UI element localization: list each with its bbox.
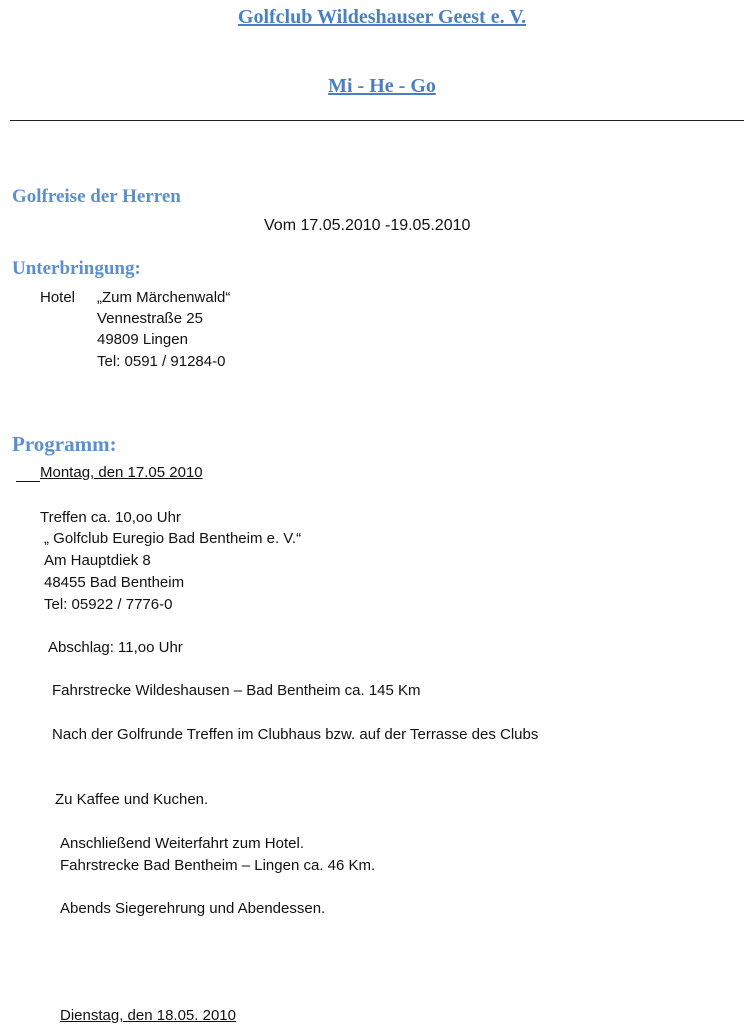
- day1-continue: Anschließend Weiterfahrt zum Hotel.: [60, 835, 304, 852]
- hotel-city: 49809 Lingen: [97, 331, 188, 348]
- subtitle: Mi - He - Go: [328, 75, 436, 97]
- day1-title: Montag, den 17.05 2010: [40, 464, 203, 481]
- day1-club: „ Golfclub Euregio Bad Bentheim e. V.“: [44, 530, 302, 547]
- trip-dates: Vom 17.05.2010 -19.05.2010: [264, 217, 471, 234]
- trip-heading: Golfreise der Herren: [12, 186, 181, 207]
- day1-street: Am Hauptdiek 8: [44, 552, 151, 569]
- day2-title: Dienstag, den 18.05. 2010: [60, 1007, 236, 1024]
- day1-coffee: Zu Kaffee und Kuchen.: [55, 791, 209, 808]
- horizontal-rule: [10, 120, 744, 121]
- day1-evening: Abends Siegerehrung und Abendessen.: [60, 900, 326, 917]
- program-heading: Programm:: [12, 432, 117, 456]
- hotel-street: Vennestraße 25: [97, 310, 203, 327]
- club-title: Golfclub Wildeshauser Geest e. V.: [237, 6, 527, 28]
- hotel-label: Hotel: [40, 289, 76, 306]
- day1-meet: Treffen ca. 10,oo Uhr: [40, 509, 181, 526]
- day1-phone: Tel: 05922 / 7776-0: [44, 596, 173, 613]
- hotel-name: „Zum Märchenwald“: [97, 289, 231, 306]
- day1-city: 48455 Bad Bentheim: [44, 574, 185, 591]
- day1-route-1: Fahrstrecke Wildeshausen – Bad Bentheim ca. 145 Km: [52, 682, 421, 699]
- day1-after-round: Nach der Golfrunde Treffen im Clubhaus bzw. auf der Terrasse des Clubs: [52, 726, 539, 743]
- day1-leading-underline: [16, 481, 40, 482]
- hotel-phone: Tel: 0591 / 91284-0: [97, 353, 226, 370]
- day1-tee-time: Abschlag: 11,oo Uhr: [48, 639, 183, 656]
- accommodation-heading: Unterbringung:: [12, 258, 141, 279]
- day1-route-2: Fahrstrecke Bad Bentheim – Lingen ca. 46 Km.: [60, 857, 376, 874]
